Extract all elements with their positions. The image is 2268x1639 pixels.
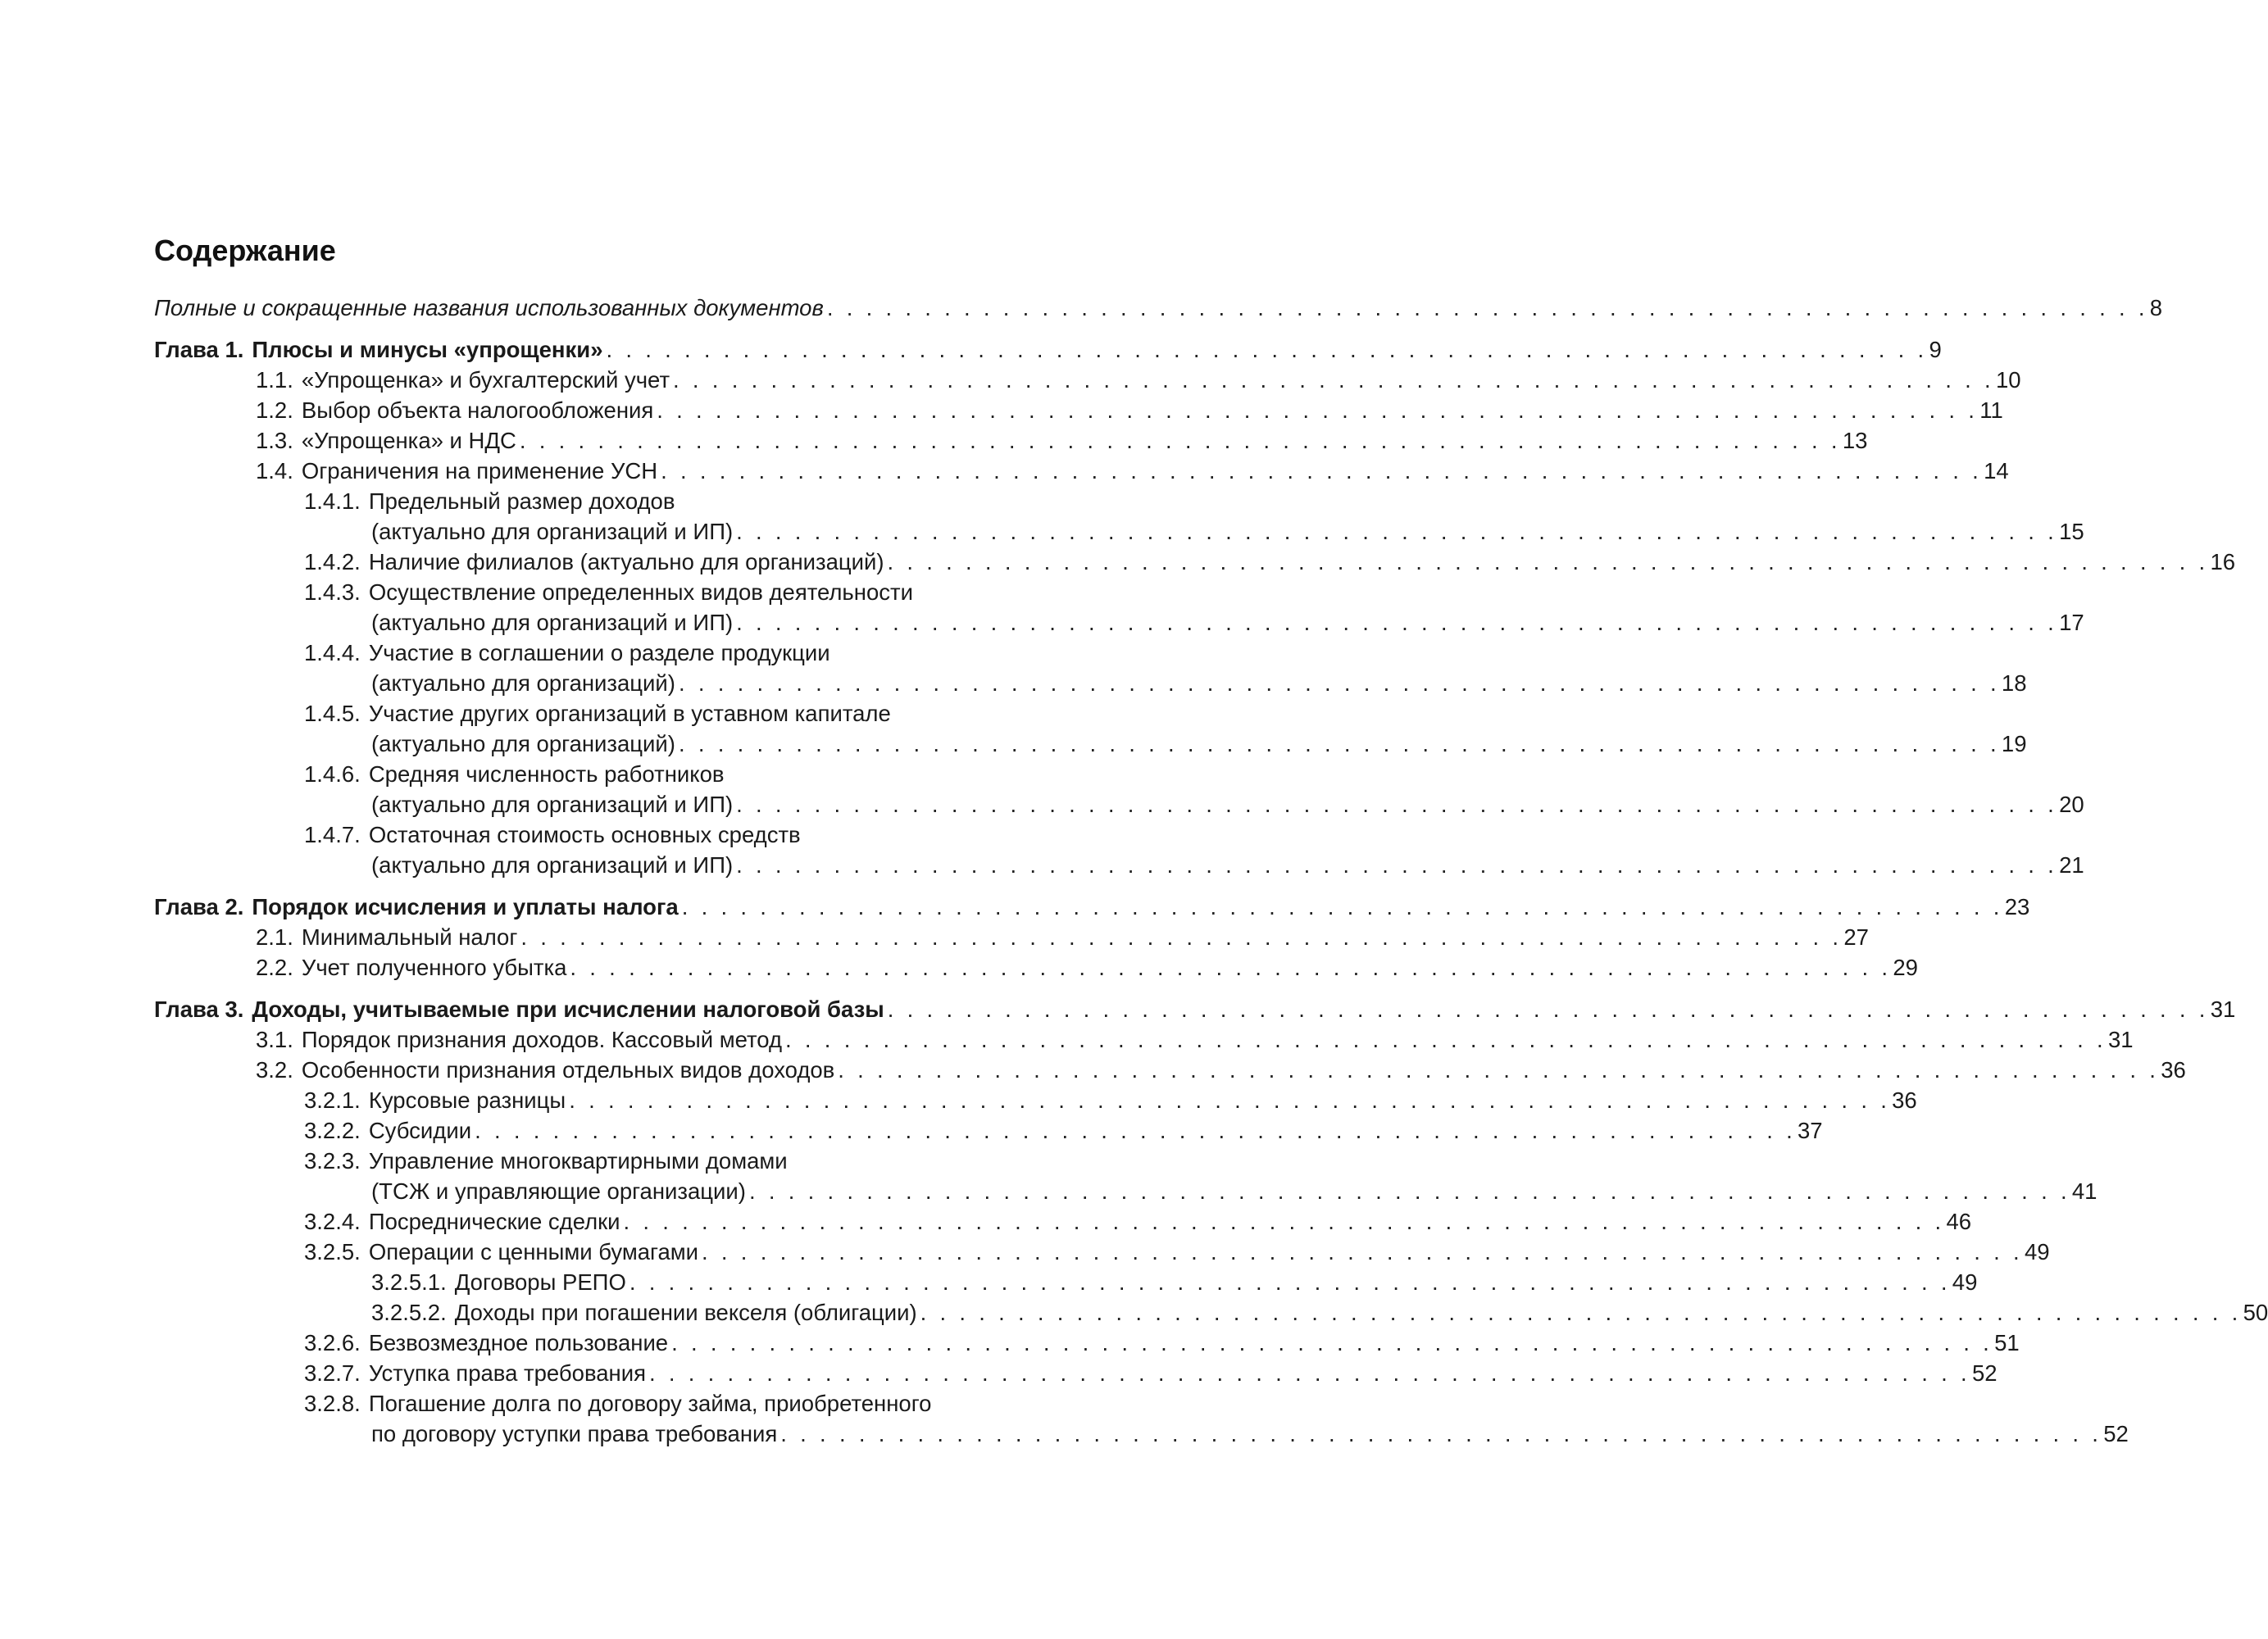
toc-entry-number: 3.2.5. <box>304 1239 361 1264</box>
toc-entry-text: Полные и сокращенные названия использованных документов <box>154 295 824 320</box>
dot-leader: . . . . . . . . . . . . . . . . . . . . . . . . . . . . . . . . . . . . . . . . . . . . . . . . . . . . . . . . . . . . . . . . . . . . <box>678 731 2000 756</box>
dot-leader: . . . . . . . . . . . . . . . . . . . . . . . . . . . . . . . . . . . . . . . . . . . . . . . . . . . . . . . . . . . . . . . . . . . . <box>673 367 1994 393</box>
toc-entry-text: Договоры РЕПО <box>454 1269 626 1295</box>
toc-entry-3-2-3[interactable] <box>304 1146 1005 1176</box>
toc-entry-chapter-3[interactable] <box>154 994 2236 1024</box>
toc-entry-1-4[interactable] <box>256 456 2009 486</box>
toc-entry-text: по договору уступки права требования <box>371 1421 778 1446</box>
toc-entry-number: 3.2.3. <box>304 1148 361 1174</box>
toc-page-number: 41 <box>2071 1178 2098 1204</box>
toc-entry-number: Глава 3. <box>154 997 244 1022</box>
dot-leader: . . . . . . . . . . . . . . . . . . . . . . . . . . . . . . . . . . . . . . . . . . . . . . . . . . . . . . . . . . . . . . . . . . . . <box>671 1330 1993 1355</box>
toc-page-number: 15 <box>2059 519 2084 544</box>
toc-entry-text: (ТСЖ и управляющие организации) <box>371 1178 746 1204</box>
toc-entry-1-4-1[interactable] <box>304 486 1005 516</box>
dot-leader: . . . . . . . . . . . . . . . . . . . . . . . . . . . . . . . . . . . . . . . . . . . . . . . . . . . . . . . . . . . . . . . . . . . . <box>623 1209 1945 1234</box>
toc-page-number: 20 <box>2059 792 2084 817</box>
toc-entry-3-2-5-1[interactable] <box>371 1267 1978 1297</box>
toc-entry-text: Остаточная стоимость основных средств <box>368 822 801 847</box>
toc-entry-text: Осуществление определенных видов деятельности <box>368 579 913 605</box>
toc-page-number: 14 <box>1984 458 2009 484</box>
dot-leader: . . . . . . . . . . . . . . . . . . . . . . . . . . . . . . . . . . . . . . . . . . . . . . . . . . . . . . . . . . . . . . . . . . . . <box>661 458 1983 484</box>
toc-page-number: 31 <box>2108 1027 2134 1052</box>
toc-page-number: 8 <box>2149 295 2163 320</box>
dot-leader: . . . . . . . . . . . . . . . . . . . . . . . . . . . . . . . . . . . . . . . . . . . . . . . . . . . . . . . . . . . . . . . . . . . . <box>648 1360 1970 1386</box>
toc-entry-text: (актуально для организаций) <box>371 731 675 756</box>
toc-entry-text: Учет полученного убытка <box>301 955 567 980</box>
toc-entry-text: Доходы при погашении векселя (облигации) <box>454 1300 917 1325</box>
toc-entry-number: 1.4.1. <box>304 488 361 514</box>
toc-entry-text: (актуально для организаций и ИП) <box>371 519 734 544</box>
toc-entry-1-4-1-continued[interactable] <box>371 516 2084 547</box>
toc-entry-number: 1.3. <box>256 428 293 453</box>
toc-entry-number: 1.2. <box>256 397 293 423</box>
toc-page-number: 52 <box>2103 1421 2129 1446</box>
toc-entry-text: «Упрощенка» и НДС <box>301 428 516 453</box>
dot-leader: . . . . . . . . . . . . . . . . . . . . . . . . . . . . . . . . . . . . . . . . . . . . . . . . . . . . . . . . . . . . . . . . . . . . <box>657 397 1979 423</box>
toc-entry-text: Уступка права требования <box>368 1360 646 1386</box>
toc-entry-text: Участие других организаций в уставном капитале <box>368 701 891 726</box>
toc-entry-2-1[interactable] <box>256 922 1869 952</box>
toc-entry-3-2-8[interactable] <box>304 1388 1005 1419</box>
toc-entry-text: Порядок исчисления и уплаты налога <box>252 894 679 919</box>
dot-leader: . . . . . . . . . . . . . . . . . . . . . . . . . . . . . . . . . . . . . . . . . . . . . . . . . . . . . . . . . . . . . . . . . . . . <box>519 428 1841 453</box>
toc-entry-text: Порядок признания доходов. Кассовый метод <box>301 1027 783 1052</box>
toc-page-number: 16 <box>2210 549 2236 574</box>
dot-leader: . . . . . . . . . . . . . . . . . . . . . . . . . . . . . . . . . . . . . . . . . . . . . . . . . . . . . . . . . . . . . . . . . . . . <box>736 852 2058 878</box>
dot-leader: . . . . . . . . . . . . . . . . . . . . . . . . . . . . . . . . . . . . . . . . . . . . . . . . . . . . . . . . . . . . . . . . . . . . <box>780 1421 2102 1446</box>
dot-leader: . . . . . . . . . . . . . . . . . . . . . . . . . . . . . . . . . . . . . . . . . . . . . . . . . . . . . . . . . . . . . . . . . . . . <box>702 1239 2023 1264</box>
toc-entry-text: Управление многоквартирными домами <box>368 1148 788 1174</box>
toc-entry-3-2-2[interactable] <box>304 1115 1823 1146</box>
toc-entry-3-2-3-continued[interactable] <box>371 1176 2098 1206</box>
toc-entry-text: Участие в соглашении о разделе продукции <box>368 640 830 665</box>
toc-entry-number: 2.1. <box>256 924 293 950</box>
toc-entry-3-2-6[interactable] <box>304 1328 2020 1358</box>
toc-page-number: 46 <box>1946 1209 1972 1234</box>
toc-entry-number: 1.4. <box>256 458 293 484</box>
dot-leader: . . . . . . . . . . . . . . . . . . . . . . . . . . . . . . . . . . . . . . . . . . . . . . . . . . . . . . . . . . . . . . . . . . . . <box>569 1087 1891 1113</box>
toc-entry-text: Выбор объекта налогообложения <box>301 397 654 423</box>
toc-entry-text: Особенности признания отдельных видов доходов <box>301 1057 835 1083</box>
dot-leader: . . . . . . . . . . . . . . . . . . . . . . . . . . . . . . . . . . . . . . . . . . . . . . . . . . . . . . . . . . . . . . . . . . . . <box>920 1300 2242 1325</box>
toc-page-number: 49 <box>2025 1239 2050 1264</box>
toc-entry-1-3[interactable] <box>256 425 1868 456</box>
dot-leader: . . . . . . . . . . . . . . . . . . . . . . . . . . . . . . . . . . . . . . . . . . . . . . . . . . . . . . . . . . . . . . . . . . . . <box>736 792 2058 817</box>
toc-entry-1-1[interactable] <box>256 365 2021 395</box>
toc-page-number: 49 <box>1952 1269 1978 1295</box>
toc-page-number: 11 <box>1979 397 2003 423</box>
dot-leader: . . . . . . . . . . . . . . . . . . . . . . . . . . . . . . . . . . . . . . . . . . . . . . . . . . . . . . . . . . . . . . . . . . . . <box>629 1269 1951 1295</box>
toc-entry-text: Плюсы и минусы «упрощенки» <box>252 337 603 362</box>
toc-entry-text: Наличие филиалов (актуально для организаций) <box>368 549 884 574</box>
toc-entry-text: Субсидии <box>368 1118 472 1143</box>
toc-entry-number: 3.2.8. <box>304 1391 361 1416</box>
toc-entry-number: 3.2.5.2. <box>371 1300 447 1325</box>
dot-leader: . . . . . . . . . . . . . . . . . . . . . . . . . . . . . . . . . . . . . . . . . . . . . . . . . . . . . . . . . . . . . . . . . . . . <box>748 1178 2070 1204</box>
toc-entry-1-4-5[interactable] <box>304 698 1005 729</box>
toc-entry-2-2[interactable] <box>256 952 1918 983</box>
toc-entry-1-4-7-continued[interactable] <box>371 850 2084 880</box>
toc-entry-3-2[interactable] <box>256 1055 2186 1085</box>
toc-entry-1-4-7[interactable] <box>304 820 1005 850</box>
toc-entry-1-2[interactable] <box>256 395 2003 425</box>
dot-leader: . . . . . . . . . . . . . . . . . . . . . . . . . . . . . . . . . . . . . . . . . . . . . . . . . . . . . . . . . . . . . . . . . . . . <box>520 924 1843 950</box>
toc-entry-text: Ограничения на применение УСН <box>301 458 658 484</box>
toc-title: Содержание <box>154 234 336 267</box>
dot-leader: . . . . . . . . . . . . . . . . . . . . . . . . . . . . . . . . . . . . . . . . . . . . . . . . . . . . . . . . . . . . . . . . . . . . <box>475 1118 1797 1143</box>
toc-entry-text: Посреднические сделки <box>368 1209 620 1234</box>
toc-page-number: 13 <box>1842 428 1868 453</box>
dot-leader: . . . . . . . . . . . . . . . . . . . . . . . . . . . . . . . . . . . . . . . . . . . . . . . . . . . . . . . . . . . . . . . . . . . . <box>826 295 2148 320</box>
toc-page-number: 17 <box>2059 610 2084 635</box>
toc-entry-text: (актуально для организаций и ИП) <box>371 792 734 817</box>
toc-entry-number: 3.2.6. <box>304 1330 361 1355</box>
toc-entry-text: (актуально для организаций и ИП) <box>371 610 734 635</box>
toc-entry-1-4-4-continued[interactable] <box>371 668 2027 698</box>
toc-entry-number: 1.1. <box>256 367 293 393</box>
toc-entry-number: Глава 1. <box>154 337 244 362</box>
toc-entry-number: 3.2.7. <box>304 1360 361 1386</box>
dot-leader: . . . . . . . . . . . . . . . . . . . . . . . . . . . . . . . . . . . . . . . . . . . . . . . . . . . . . . . . . . . . . . . . . . . . <box>736 610 2058 635</box>
toc-entry-number: 1.4.5. <box>304 701 361 726</box>
toc-entry-3-2-7[interactable] <box>304 1358 1998 1388</box>
toc-page-number: 21 <box>2059 852 2084 878</box>
toc-entry-number: 3.2.1. <box>304 1087 361 1113</box>
dot-leader: . . . . . . . . . . . . . . . . . . . . . . . . . . . . . . . . . . . . . . . . . . . . . . . . . . . . . . . . . . . . . . . . . . . . <box>887 997 2209 1022</box>
toc-entry-1-4-2[interactable] <box>304 547 2236 577</box>
toc-entry-1-4-4[interactable] <box>304 638 1005 668</box>
dot-leader: . . . . . . . . . . . . . . . . . . . . . . . . . . . . . . . . . . . . . . . . . . . . . . . . . . . . . . . . . . . . . . . . . . . . <box>838 1057 2160 1083</box>
toc-page-number: 29 <box>1893 955 1918 980</box>
toc-entry-3-2-1[interactable] <box>304 1085 1917 1115</box>
toc-entry-text: Минимальный налог <box>301 924 518 950</box>
toc-entry-number: Глава 2. <box>154 894 244 919</box>
toc-entry-number: 1.4.7. <box>304 822 361 847</box>
toc-page-number: 36 <box>1892 1087 1917 1113</box>
toc-page-number: 50 <box>2243 1300 2268 1325</box>
toc-page-number: 9 <box>1929 337 1942 362</box>
toc-entry-1-4-5-continued[interactable] <box>371 729 2027 759</box>
toc-entry-3-2-5-2[interactable] <box>371 1297 2268 1328</box>
toc-entry-text: Средняя численность работников <box>368 761 725 787</box>
toc-page-number: 18 <box>2001 670 2027 696</box>
toc-entry-text: (актуально для организаций и ИП) <box>371 852 734 878</box>
toc-page-number: 27 <box>1843 924 1869 950</box>
dot-leader: . . . . . . . . . . . . . . . . . . . . . . . . . . . . . . . . . . . . . . . . . . . . . . . . . . . . . . . . . . . . . . . . . . . . <box>785 1027 2107 1052</box>
toc-entry-1-4-6[interactable] <box>304 759 1005 789</box>
toc-entry-3-2-4[interactable] <box>304 1206 1972 1237</box>
toc-entry-1-4-6-continued[interactable] <box>371 789 2084 820</box>
toc-page-number: 36 <box>2161 1057 2186 1083</box>
toc-entry-number: 3.2.4. <box>304 1209 361 1234</box>
dot-leader: . . . . . . . . . . . . . . . . . . . . . . . . . . . . . . . . . . . . . . . . . . . . . . . . . . . . . . . . . . . . . . . . . . . . <box>887 549 2209 574</box>
toc-entry-1-4-3-continued[interactable] <box>371 607 2084 638</box>
dot-leader: . . . . . . . . . . . . . . . . . . . . . . . . . . . . . . . . . . . . . . . . . . . . . . . . . . . . . . . . . . . . . . . . . . . . <box>736 519 2058 544</box>
toc-entry-text: (актуально для организаций) <box>371 670 675 696</box>
toc-entry-text: Курсовые разницы <box>368 1087 566 1113</box>
toc-entry-number: 3.1. <box>256 1027 293 1052</box>
toc-entry-text: Доходы, учитываемые при исчислении налоговой базы <box>252 997 884 1022</box>
dot-leader: . . . . . . . . . . . . . . . . . . . . . . . . . . . . . . . . . . . . . . . . . . . . . . . . . . . . . . . . . . . . . . . . . . . . <box>681 894 2003 919</box>
toc-entry-chapter-1[interactable] <box>154 334 1942 365</box>
toc-entry-text: Предельный размер доходов <box>368 488 675 514</box>
toc-entry-3-2-5[interactable] <box>304 1237 2050 1267</box>
toc-entry-3-1[interactable] <box>256 1024 2134 1055</box>
dot-leader: . . . . . . . . . . . . . . . . . . . . . . . . . . . . . . . . . . . . . . . . . . . . . . . . . . . . . . . . . . . . . . . . . . . . <box>606 337 1928 362</box>
toc-entry-number: 1.4.3. <box>304 579 361 605</box>
toc-entry-text: Безвозмездное пользование <box>368 1330 669 1355</box>
toc-entry-number: 1.4.4. <box>304 640 361 665</box>
toc-page-number: 19 <box>2001 731 2027 756</box>
toc-entry-documents[interactable] <box>154 293 2163 323</box>
toc-entry-number: 1.4.6. <box>304 761 361 787</box>
toc-entry-1-4-3[interactable] <box>304 577 1005 607</box>
toc-entry-chapter-2[interactable] <box>154 892 2030 922</box>
toc-entry-number: 3.2. <box>256 1057 293 1083</box>
toc-entry-text: Погашение долга по договору займа, приобретенного <box>368 1391 932 1416</box>
toc-entry-3-2-8-continued[interactable] <box>371 1419 2129 1449</box>
dot-leader: . . . . . . . . . . . . . . . . . . . . . . . . . . . . . . . . . . . . . . . . . . . . . . . . . . . . . . . . . . . . . . . . . . . . <box>570 955 1892 980</box>
toc-page-number: 52 <box>1971 1360 1998 1386</box>
toc-entry-number: 1.4.2. <box>304 549 361 574</box>
toc-entry-number: 3.2.5.1. <box>371 1269 447 1295</box>
toc-page-number: 51 <box>1994 1330 2020 1355</box>
toc-entry-number: 3.2.2. <box>304 1118 361 1143</box>
toc-page-number: 37 <box>1798 1118 1823 1143</box>
toc-entry-text: «Упрощенка» и бухгалтерский учет <box>301 367 670 393</box>
toc-page-number: 23 <box>2004 894 2030 919</box>
toc-page-number: 10 <box>1996 367 2021 393</box>
toc-page-number: 31 <box>2210 997 2236 1022</box>
dot-leader: . . . . . . . . . . . . . . . . . . . . . . . . . . . . . . . . . . . . . . . . . . . . . . . . . . . . . . . . . . . . . . . . . . . . <box>678 670 2000 696</box>
toc-entry-text: Операции с ценными бумагами <box>368 1239 699 1264</box>
toc-entry-number: 2.2. <box>256 955 293 980</box>
